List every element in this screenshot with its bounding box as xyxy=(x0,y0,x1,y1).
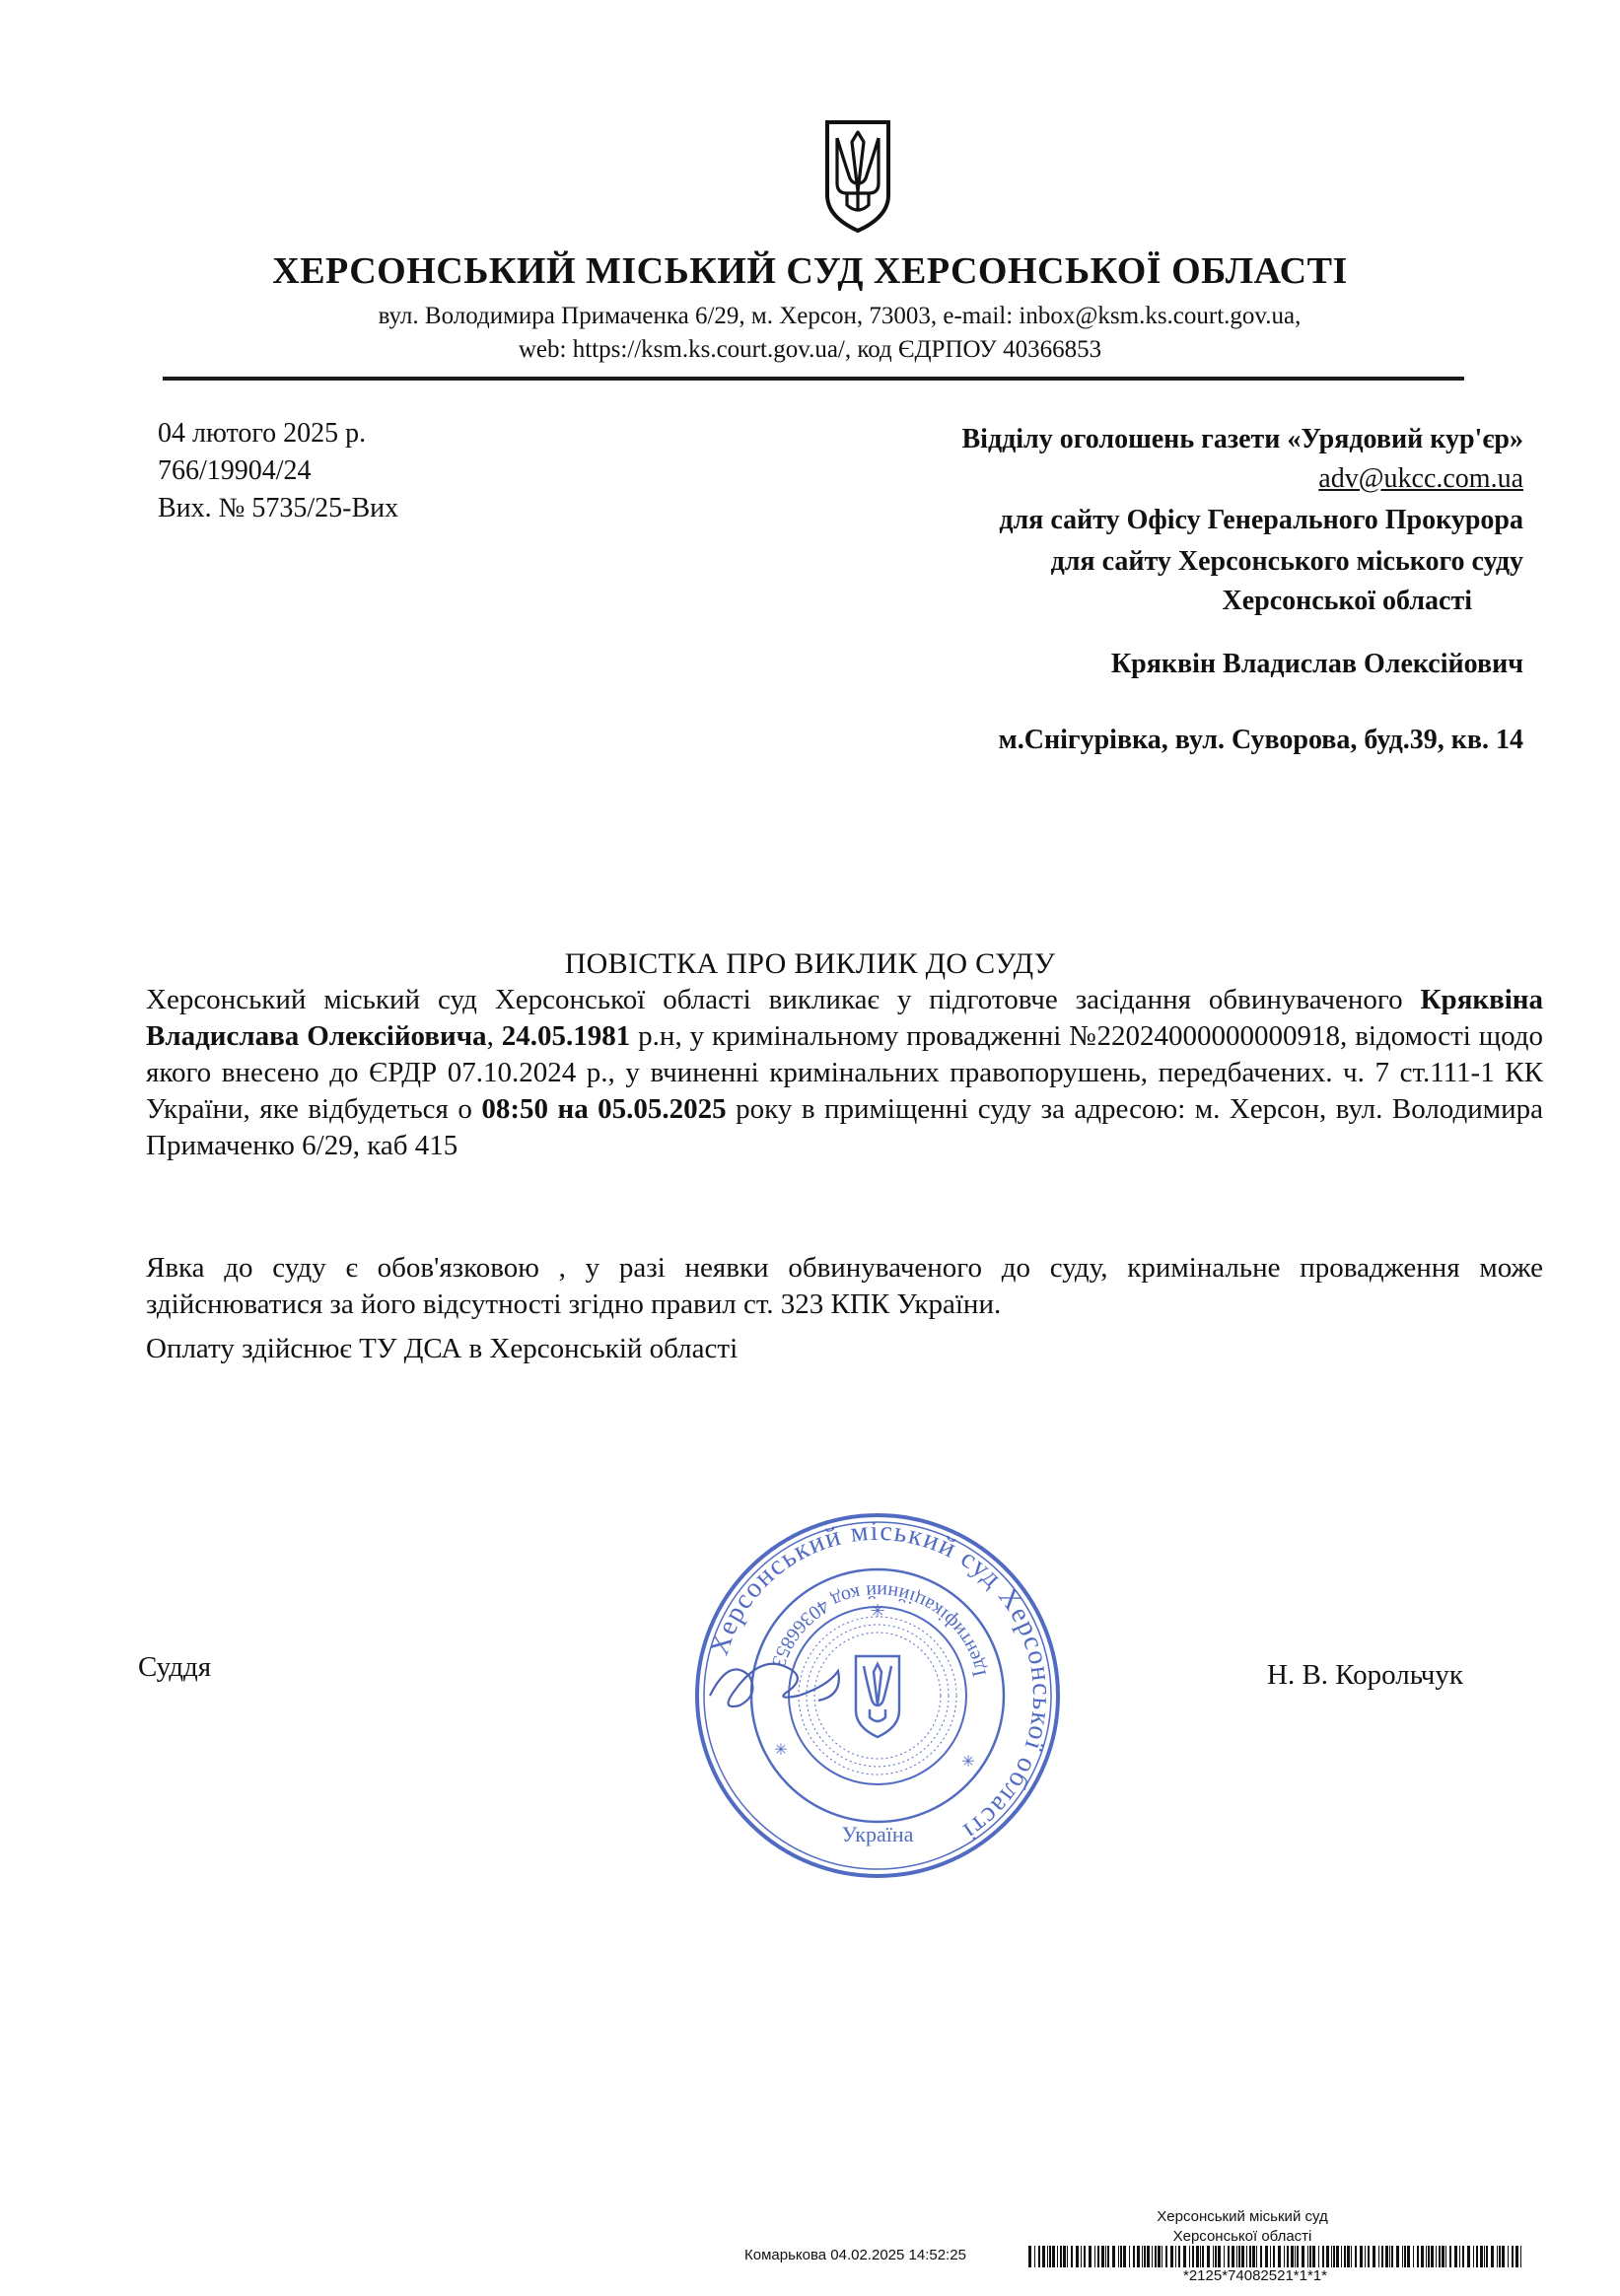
barcode-icon xyxy=(1028,2246,1521,2267)
p1-end: року в приміщенні суду за адресою: м. Херсон, вул. Володимира Примаченко 6/29, каб 415 xyxy=(146,1093,1543,1161)
p1-hearing-datetime: 08:50 на 05.05.2025 xyxy=(481,1093,727,1125)
signature-name: Н. В. Корольчук xyxy=(1267,1659,1463,1691)
p1-intro: Херсонський міський суд Херсонської області викликає у підготовче засідання обвинуваченого xyxy=(146,984,1403,1015)
stamp-country: Україна xyxy=(841,1822,914,1846)
stamp-star-left-icon: ✳ xyxy=(774,1742,788,1759)
outgoing-number: Вих. № 5735/25-Вих xyxy=(158,493,399,523)
stamp-outer-text: Херсонський міський суд Херсонської області xyxy=(703,1515,1058,1847)
p1-middle: р.н, у кримінальному провадженні №22024000000000918, відомості щодо якого внесено до ЄРДР 07.10.2024 р., у вчиненні кримінальних правопорушень, передбачених. ч. 7 ст.111-1 КК України, яке відбудеться о xyxy=(146,1020,1544,1125)
barcode-text: *2125*74082521*1*1* xyxy=(1183,2267,1327,2284)
footer-court-line2: Херсонської області xyxy=(1172,2228,1312,2245)
summons-title: ПОВІСТКА ПРО ВИКЛИК ДО СУДУ xyxy=(564,947,1056,980)
summons-paragraph-1 xyxy=(146,982,1543,1164)
court-address: вул. Володимира Примаченка 6/29, м. Херсон, 73003, e-mail: inbox@ksm.ks.court.gov.ua, xyxy=(378,303,1302,329)
p1-separator: , xyxy=(486,1020,502,1052)
signature-scribble-icon xyxy=(710,1664,839,1706)
court-web-line: web: https://ksm.ks.court.gov.ua/, код ЄДРПОУ 40366853 xyxy=(518,336,1102,363)
document-date: 04 лютого 2025 р. xyxy=(158,418,367,449)
stamp-star-right-icon: ✳ xyxy=(961,1754,975,1771)
case-number: 766/19904/24 xyxy=(158,455,312,486)
recipient-prosecutor-site: для сайту Офісу Генерального Прокурора xyxy=(999,505,1523,535)
trident-emblem-icon xyxy=(821,118,894,235)
summons-paragraph-2: Явка до суду є обов'язковою , у разі неявки обвинуваченого до суду, кримінальне провадження може здійснюватися за його відсутності згідно правил ст. 323 КПК України. xyxy=(146,1252,1543,1320)
header-divider xyxy=(163,377,1464,381)
recipient-court-site-line1: для сайту Херсонського міського суду xyxy=(1050,546,1523,577)
footer-registrar-stamp: Комарькова 04.02.2025 14:52:25 xyxy=(744,2247,966,2263)
signature-role: Суддя xyxy=(138,1651,212,1683)
p1-accused-name: Кряквіна Владислава Олексійовича xyxy=(146,984,1544,1052)
recipient-email-link[interactable]: adv@ukcc.com.ua xyxy=(1318,463,1523,494)
footer-court-name xyxy=(1124,2207,1361,2247)
stamp-trident-icon xyxy=(856,1656,899,1737)
court-title: ХЕРСОНСЬКИЙ МІСЬКИЙ СУД ХЕРСОНСЬКОЇ ОБЛАСТІ xyxy=(272,250,1348,292)
recipient-person-name: Кряквін Владислав Олексійович xyxy=(1110,649,1523,679)
court-seal-stamp xyxy=(690,1508,1065,1883)
stamp-star-top-icon: ✳ xyxy=(870,1601,885,1621)
recipient-person-address: м.Снігурівка, вул. Суворова, буд.39, кв. 14 xyxy=(998,725,1523,755)
recipient-newspaper: Відділу оголошень газети «Урядовий кур'єр» xyxy=(961,424,1523,454)
p1-date-of-birth: 24.05.1981 xyxy=(501,1020,631,1052)
recipient-email-line xyxy=(1318,461,1523,497)
stamp-inner-text: Ідентифікаційний код 40366853 xyxy=(766,1579,991,1679)
footer-court-line1: Херсонський міський суд xyxy=(1157,2208,1328,2225)
recipient-court-site-line2: Херсонської області xyxy=(1222,586,1472,616)
summons-paragraph-3: Оплату здійснює ТУ ДСА в Херсонській області xyxy=(146,1333,739,1364)
